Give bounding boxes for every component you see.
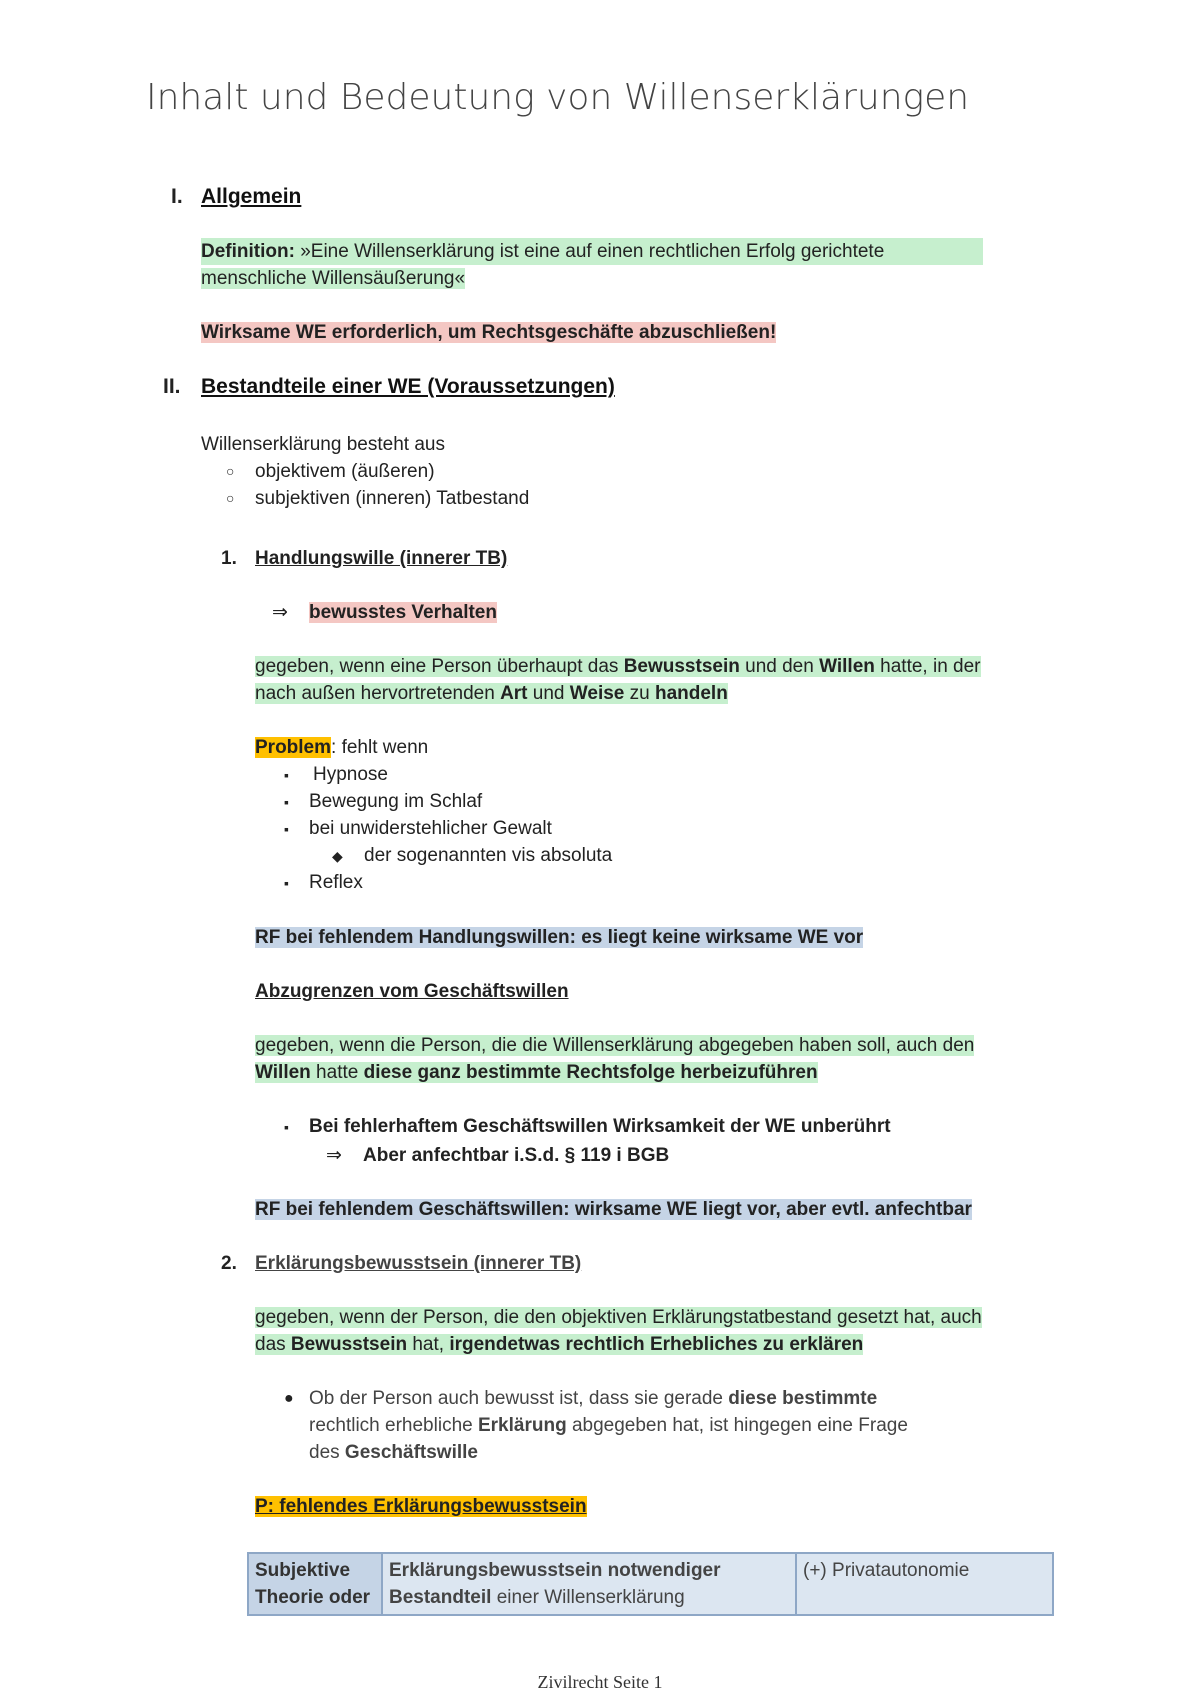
list-item: Bei fehlerhaftem Geschäftswillen Wirksamkeit der WE unberührt bbox=[309, 1116, 891, 1137]
square-bullet-icon: ▪ bbox=[284, 821, 289, 837]
conclusion-text: bewusstes Verhalten bbox=[309, 602, 497, 623]
text-run: und den bbox=[739, 656, 820, 677]
text-run: (+) Privatautonomie bbox=[803, 1560, 970, 1581]
text-run: gegeben, wenn die Person, die die Willenserklärung abgegeben haben soll, auch den bbox=[255, 1035, 975, 1056]
text-run: Art bbox=[500, 683, 528, 704]
definition-label: Definition: bbox=[201, 241, 295, 262]
legal-consequence-line bbox=[255, 924, 863, 951]
text-run: Bewusstsein bbox=[290, 1334, 408, 1355]
subheading-abgrenzung: Abzugrenzen vom Geschäftswillen bbox=[255, 981, 569, 1002]
legal-consequence-text: RF bei fehlendem Geschäftswillen: wirksame WE liegt vor, aber evtl. anfechtbar bbox=[255, 1199, 972, 1220]
sub-list-item: der sogenannten vis absoluta bbox=[364, 845, 613, 866]
definition-line bbox=[255, 680, 728, 707]
diamond-bullet-icon: ◆ bbox=[332, 848, 343, 864]
text-run: irgendetwas rechtlich Erhebliches zu erklären bbox=[449, 1334, 864, 1355]
text-run: rechtlich erhebliche bbox=[309, 1415, 478, 1436]
definition-text-1: »Eine Willenserklärung ist eine auf einen rechtlichen Erfolg gerichtete bbox=[300, 241, 885, 262]
list-item: Bewegung im Schlaf bbox=[309, 791, 483, 812]
table-row bbox=[248, 1553, 1053, 1615]
subsection-heading: Erklärungsbewusstsein (innerer TB) bbox=[255, 1253, 582, 1274]
table-cell bbox=[382, 1553, 796, 1615]
text-run: Erklärungsbewusstsein notwendiger bbox=[389, 1560, 721, 1581]
text-run: Ob der Person auch bewusst ist, dass sie gerade bbox=[309, 1388, 729, 1409]
square-bullet-icon: ▪ bbox=[284, 794, 289, 810]
subsection-number: 2. bbox=[221, 1253, 237, 1274]
text-run: einer Willenserklärung bbox=[491, 1587, 685, 1608]
text-run: nach außen hervortretenden bbox=[255, 683, 501, 704]
section-number: I. bbox=[171, 185, 183, 208]
definition-line bbox=[255, 1331, 863, 1358]
definition-line-1 bbox=[201, 238, 983, 265]
text-run: Bewusstsein bbox=[623, 656, 740, 677]
definition-line bbox=[255, 1059, 818, 1086]
section-heading: Allgemein bbox=[201, 185, 302, 208]
text-run: diese ganz bestimmte Rechtsfolge herbeizuführen bbox=[363, 1062, 818, 1083]
page-footer: Zivilrecht Seite 1 bbox=[537, 1672, 663, 1692]
text-run: Subjektive bbox=[255, 1560, 351, 1581]
text-run: des bbox=[309, 1442, 345, 1463]
text-run: Willen bbox=[819, 656, 875, 677]
text-run: Bestandteil bbox=[389, 1587, 492, 1608]
text-run: zu bbox=[624, 683, 655, 704]
list-item: Reflex bbox=[309, 872, 363, 893]
note-line bbox=[309, 1439, 478, 1466]
arrow-icon: ⇒ bbox=[272, 602, 288, 623]
section-number: II. bbox=[163, 375, 181, 398]
theories-table bbox=[247, 1552, 1054, 1616]
page-title: Inhalt und Bedeutung von Willenserklärungen bbox=[146, 77, 970, 118]
text-run: Weise bbox=[569, 683, 625, 704]
text-run: diese bestimmte bbox=[728, 1388, 878, 1409]
table-cell bbox=[796, 1553, 1053, 1615]
text-run: abgegeben hat, ist hingegen eine Frage bbox=[566, 1415, 908, 1436]
list-item: bei unwiderstehlicher Gewalt bbox=[309, 818, 552, 839]
problem-label: Problem bbox=[255, 737, 332, 758]
definition-line-2 bbox=[201, 265, 465, 292]
circle-bullet-icon: ○ bbox=[226, 490, 235, 506]
text-run: hat, bbox=[407, 1334, 450, 1355]
problem-heading-line bbox=[255, 1493, 587, 1520]
problem-heading: P: fehlendes Erklärungsbewusstsein bbox=[255, 1496, 587, 1517]
intro-text: Willenserklärung besteht aus bbox=[201, 434, 445, 455]
square-bullet-icon: ▪ bbox=[284, 767, 289, 783]
problem-line bbox=[255, 734, 428, 761]
text-run: Geschäftswille bbox=[344, 1442, 478, 1463]
text-run: gegeben, wenn der Person, die den objektiven Erklärungstatbestand gesetzt hat, auch bbox=[255, 1307, 982, 1328]
text-run: und bbox=[527, 683, 570, 704]
anfechtbar-text: Aber anfechtbar i.S.d. § 119 i BGB bbox=[363, 1145, 670, 1166]
table-cell bbox=[248, 1553, 382, 1615]
text-run: Erklärung bbox=[477, 1415, 567, 1436]
text-run: das bbox=[255, 1334, 291, 1355]
subsection-heading: Handlungswille (innerer TB) bbox=[255, 548, 508, 569]
definition-line bbox=[255, 1304, 982, 1331]
text-run: hatte, in der bbox=[874, 656, 981, 677]
list-item: subjektiven (inneren) Tatbestand bbox=[255, 488, 530, 509]
text-run: Theorie oder bbox=[255, 1587, 371, 1608]
problem-text: : fehlt wenn bbox=[331, 737, 429, 758]
dot-bullet-icon: ● bbox=[284, 1390, 294, 1407]
text-run: gegeben, wenn eine Person überhaupt das bbox=[255, 656, 624, 677]
subsection-number: 1. bbox=[221, 548, 237, 569]
text-run: handeln bbox=[654, 683, 728, 704]
square-bullet-icon: ▪ bbox=[284, 875, 289, 891]
warning-line bbox=[201, 319, 776, 346]
definition-line bbox=[255, 1032, 974, 1059]
definition-text-2: menschliche Willensäußerung« bbox=[201, 268, 466, 289]
legal-consequence-line bbox=[255, 1196, 972, 1223]
list-item: objektivem (äußeren) bbox=[255, 461, 435, 482]
circle-bullet-icon: ○ bbox=[226, 463, 235, 479]
note-line bbox=[309, 1412, 908, 1439]
list-item: Hypnose bbox=[313, 764, 388, 785]
text-run: Willen bbox=[255, 1062, 311, 1083]
square-bullet-icon: ▪ bbox=[284, 1119, 289, 1135]
conclusion-line bbox=[309, 599, 497, 626]
text-run: hatte bbox=[310, 1062, 364, 1083]
warning-text: Wirksame WE erforderlich, um Rechtsgeschäfte abzuschließen! bbox=[201, 322, 777, 343]
definition-line bbox=[255, 653, 981, 680]
arrow-icon: ⇒ bbox=[326, 1145, 342, 1166]
legal-consequence-text: RF bei fehlendem Handlungswillen: es liegt keine wirksame WE vor bbox=[255, 927, 864, 948]
section-heading: Bestandteile einer WE (Voraussetzungen) bbox=[201, 375, 615, 398]
note-line bbox=[309, 1385, 877, 1412]
